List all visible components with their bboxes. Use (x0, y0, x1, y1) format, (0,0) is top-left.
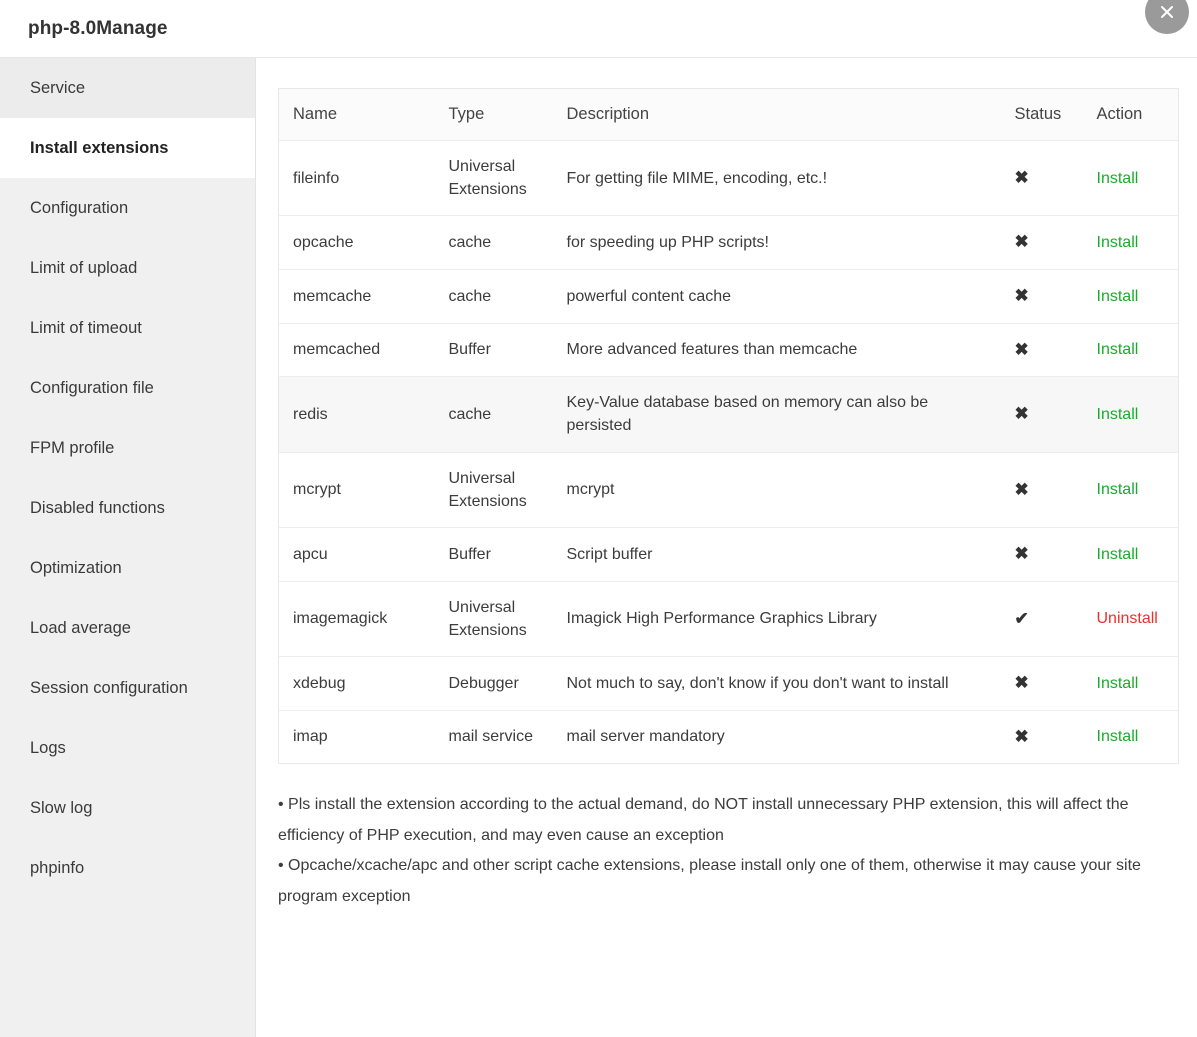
cell-description: powerful content cache (555, 270, 1003, 324)
sidebar-item-limit-of-timeout[interactable] (0, 298, 255, 358)
sidebar-item-slow-log[interactable] (0, 778, 255, 838)
sidebar-item-label: Load average (30, 618, 131, 637)
table-row (279, 581, 1179, 656)
column-header-status: Status (1003, 89, 1085, 141)
table-row (279, 657, 1179, 711)
install-button[interactable]: Install (1096, 674, 1139, 692)
table-row (279, 377, 1179, 452)
cell-description: Key-Value database based on memory can also be persisted (555, 377, 1003, 452)
cell-description: Imagick High Performance Graphics Library (555, 581, 1003, 656)
sidebar-item-label: Configuration (30, 198, 129, 217)
install-button[interactable]: Install (1096, 341, 1139, 359)
cell-status (1003, 528, 1085, 582)
cell-action (1085, 141, 1179, 216)
cell-action (1085, 216, 1179, 270)
cell-status (1003, 323, 1085, 377)
sidebar-item-label: Logs (30, 738, 66, 757)
cell-status (1003, 452, 1085, 527)
cell-status (1003, 710, 1085, 764)
cell-description: for speeding up PHP scripts! (555, 216, 1003, 270)
sidebar-item-fpm-profile[interactable] (0, 418, 255, 478)
cell-description: For getting file MIME, encoding, etc.! (555, 141, 1003, 216)
uninstall-button[interactable]: Uninstall (1096, 610, 1158, 628)
sidebar-item-load-average[interactable] (0, 598, 255, 658)
status-cross-icon: ✖ (1014, 339, 1029, 359)
table-row (279, 141, 1179, 216)
cell-status (1003, 270, 1085, 324)
cell-name: mcrypt (279, 452, 437, 527)
cell-type: cache (437, 216, 555, 270)
table-row (279, 216, 1179, 270)
sidebar-item-label: FPM profile (30, 438, 115, 457)
status-cross-icon: ✖ (1014, 544, 1029, 564)
cell-description: Script buffer (555, 528, 1003, 582)
install-button[interactable]: Install (1096, 169, 1139, 187)
sidebar-item-logs[interactable] (0, 718, 255, 778)
status-cross-icon: ✖ (1014, 167, 1029, 187)
cell-type: mail service (448, 728, 533, 746)
status-cross-icon: ✖ (1014, 726, 1029, 746)
cell-status (1003, 141, 1085, 216)
status-cross-icon: ✖ (1014, 673, 1029, 693)
cell-status (1003, 216, 1085, 270)
cell-type: cache (437, 270, 555, 324)
sidebar-item-label: Install extensions (30, 138, 169, 157)
sidebar-item-label: Optimization (30, 558, 122, 577)
cell-type: Debugger (437, 657, 555, 711)
content-area (256, 58, 1197, 1037)
sidebar-item-label: phpinfo (30, 858, 85, 877)
table-header (279, 89, 1179, 141)
cell-name: xdebug (279, 657, 437, 711)
sidebar-item-label: Slow log (30, 798, 93, 817)
cell-action (1085, 657, 1179, 711)
cell-action (1085, 710, 1179, 764)
cell-action (1085, 323, 1179, 377)
sidebar-item-configuration-file[interactable] (0, 358, 255, 418)
sidebar-item-install-extensions[interactable] (0, 118, 255, 178)
sidebar-item-label: Session configuration (30, 678, 188, 697)
cell-type: Universal Extensions (437, 452, 555, 527)
install-button[interactable]: Install (1096, 545, 1139, 563)
note-item: • Pls install the extension according to the actual demand, do NOT install unnecessary PHP extension, this will affect the efficiency of PHP execution, and may even cause an exception (278, 796, 1129, 844)
table-header-row (279, 89, 1179, 141)
table-row (279, 710, 1179, 764)
sidebar-item-limit-of-upload[interactable] (0, 238, 255, 298)
cell-action (1085, 528, 1179, 582)
table-row (279, 528, 1179, 582)
cell-action (1085, 581, 1179, 656)
install-button[interactable]: Install (1096, 481, 1139, 499)
cell-name: redis (279, 377, 437, 452)
cell-action (1085, 377, 1179, 452)
sidebar-item-label: Limit of timeout (30, 318, 142, 337)
cell-status (1003, 377, 1085, 452)
install-button[interactable]: Install (1096, 405, 1139, 423)
column-header-name: Name (279, 89, 437, 141)
table-row (279, 323, 1179, 377)
column-header-action: Action (1085, 89, 1179, 141)
table-row (279, 452, 1179, 527)
cell-name: fileinfo (279, 141, 437, 216)
window-header (0, 0, 1197, 58)
sidebar-item-configuration[interactable] (0, 178, 255, 238)
install-button[interactable]: Install (1096, 287, 1139, 305)
cell-name: memcache (279, 270, 437, 324)
cell-action (1085, 452, 1179, 527)
status-cross-icon: ✖ (1014, 479, 1029, 499)
sidebar-item-session-configuration[interactable] (0, 658, 255, 718)
cell-status (1003, 657, 1085, 711)
sidebar (0, 58, 256, 1037)
table-body (279, 141, 1179, 764)
cell-description: mail server mandatory (566, 728, 725, 746)
sidebar-item-service[interactable] (0, 58, 255, 118)
cell-type: cache (437, 377, 555, 452)
cell-type: Buffer (437, 528, 555, 582)
sidebar-item-label: Configuration file (30, 378, 154, 397)
column-header-type: Type (437, 89, 555, 141)
install-button[interactable]: Install (1096, 728, 1139, 746)
cell-name: apcu (279, 528, 437, 582)
status-cross-icon: ✖ (1014, 404, 1029, 424)
status-cross-icon: ✖ (1014, 232, 1029, 252)
sidebar-item-optimization[interactable] (0, 538, 255, 598)
cell-type: Universal Extensions (437, 581, 555, 656)
window-body (0, 58, 1197, 1037)
cell-description: mcrypt (555, 452, 1003, 527)
cell-type: Universal Extensions (437, 141, 555, 216)
cell-name: imap (293, 728, 328, 746)
cell-action (1085, 270, 1179, 324)
sidebar-item-label: Service (30, 78, 86, 97)
sidebar-item-disabled-functions[interactable] (0, 478, 255, 538)
cell-name: opcache (279, 216, 437, 270)
cell-name: memcached (279, 323, 437, 377)
table-row (279, 270, 1179, 324)
sidebar-item-phpinfo[interactable] (0, 838, 255, 898)
sidebar-item-label: Disabled functions (30, 498, 165, 517)
extensions-table (278, 88, 1179, 764)
note-item: • Opcache/xcache/apc and other script cache extensions, please install only one of them, otherwise it may cause your site program exception (278, 857, 1141, 905)
cell-description: Not much to say, don't know if you don't want to install (555, 657, 1003, 711)
status-check-icon: ✔ (1014, 608, 1029, 628)
sidebar-item-label: Limit of upload (30, 258, 138, 277)
page-title: php-8.0Manage (28, 17, 168, 39)
cell-status (1003, 581, 1085, 656)
cell-description: More advanced features than memcache (555, 323, 1003, 377)
cell-type: Buffer (437, 323, 555, 377)
close-icon[interactable] (1145, 0, 1189, 34)
cell-name: imagemagick (279, 581, 437, 656)
column-header-description: Description (555, 89, 1003, 141)
notes-section (278, 790, 1178, 912)
install-button[interactable]: Install (1096, 234, 1139, 252)
status-cross-icon: ✖ (1014, 286, 1029, 306)
